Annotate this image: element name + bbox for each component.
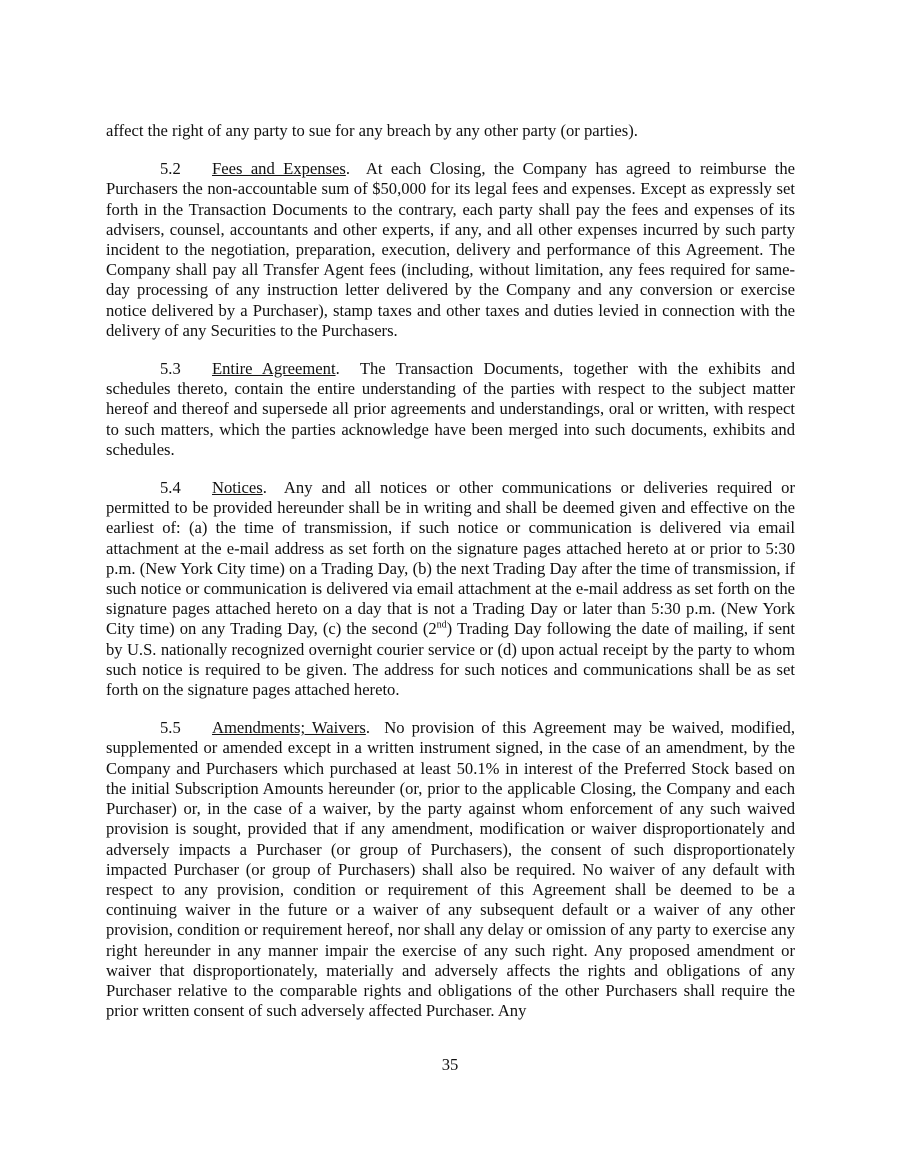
continuation-text: affect the right of any party to sue for any breach by any other party (or parties). <box>106 121 638 140</box>
section-text: At each Closing, the Company has agreed to reimburse the Purchasers the non-accountable sum of $50,000 for its legal fees and expenses. Except as expressly set forth in the Transaction Documents to the contrary, each party shall pay the fees and expenses of its advisers, counsel, accountants and other experts, if any, and all other expenses incurred by such party incident to the negotiation, preparation, execution, delivery and performance of this Agreement. The Company shall pay all Transfer Agent fees (including, without limitation, any fees required for same-day processing of any instruction letter delivered by the Company and any conversion or exercise notice delivered by a Purchaser), stamp taxes and other taxes and duties levied in connection with the delivery of any Securities to the Purchasers. <box>106 159 795 340</box>
section-number: 5.4 <box>160 478 181 498</box>
section-number: 5.5 <box>160 718 181 738</box>
section-5-3: 5.3 Entire Agreement. The Transaction Documents, together with the exhibits and schedules thereto, contain the entire understanding of the parties with respect to the subject matter hereof and thereof and supersede all prior agreements and understandings, oral or written, with respect to such matters, which the parties acknowledge have been merged into such documents, exhibits and schedules. <box>106 359 795 459</box>
section-text: Any and all notices or other communications or deliveries required or permitted to be provided hereunder shall be in writing and shall be deemed given and effective on the earliest of: (a) the time of transmission, if such notice or communication is delivered via email attachment at the e-mail address as set forth on the signature pages attached hereto at or prior to 5:30 p.m. (New York City time) on a Trading Day, (b) the next Trading Day after the time of transmission, if such notice or communication is delivered via email attachment at the e-mail address as set forth on the signature pages attached hereto on a day that is not a Trading Day or later than 5:30 p.m. (New York City time) on any Trading Day, (c) the second (2 <box>106 478 795 639</box>
section-heading: Amendments; Waivers <box>212 718 366 738</box>
page-number: 35 <box>441 1055 459 1074</box>
ordinal-superscript: nd <box>436 619 447 631</box>
continuation-paragraph <box>106 121 795 141</box>
section-number: 5.2 <box>160 159 181 179</box>
section-5-2: 5.2 Fees and Expenses. At each Closing, the Company has agreed to reimburse the Purchasers the non-accountable sum of $50,000 for its legal fees and expenses. Except as expressly set forth in the Transaction Documents to the contrary, each party shall pay the fees and expenses of its advisers, counsel, accountants and other experts, if any, and all other expenses incurred by such party incident to the negotiation, preparation, execution, delivery and performance of this Agreement. The Company shall pay all Transfer Agent fees (including, without limitation, any fees required for same-day processing of any instruction letter delivered by the Company and any conversion or exercise notice delivered by a Purchaser), stamp taxes and other taxes and duties levied in connection with the delivery of any Securities to the Purchasers. <box>106 159 795 340</box>
section-5-4: 5.4 Notices. Any and all notices or other communications or deliveries required or permitted to be provided hereunder shall be in writing and shall be deemed given and effective on the earliest of: (a) the time of transmission, if such notice or communication is delivered via email attachment at the e-mail address as set forth on the signature pages attached hereto at or prior to 5:30 p.m. (New York City time) on a Trading Day, (b) the next Trading Day after the time of transmission, if such notice or communication is delivered via email attachment at the e-mail address as set forth on the signature pages attached hereto on a day that is not a Trading Day or later than 5:30 p.m. (New York City time) on any Trading Day, (c) the second (2nd) Trading Day following the date of mailing, if sent by U.S. nationally recognized overnight courier service or (d) upon actual receipt by the party to whom such notice is required to be given. The address for such notices and communications shall be as set forth on the signature pages attached hereto. <box>106 478 795 700</box>
section-number: 5.3 <box>160 359 181 379</box>
section-heading: Entire Agreement <box>212 359 336 379</box>
section-5-5: 5.5 Amendments; Waivers. No provision of this Agreement may be waived, modified, supplemented or amended except in a written instrument signed, in the case of an amendment, by the Company and Purchasers which purchased at least 50.1% in interest of the Preferred Stock based on the initial Subscription Amounts hereunder (or, prior to the applicable Closing, the Company and each Purchaser) or, in the case of a waiver, by the party against whom enforcement of any such waived provision is sought, provided that if any amendment, modification or waiver disproportionately and adversely impacts a Purchaser (or group of Purchasers), the consent of such disproportionately impacted Purchaser (or group of Purchasers) shall also be required. No waiver of any default with respect to any provision, condition or requirement of this Agreement shall be deemed to be a continuing waiver in the future or a waiver of any subsequent default or a waiver of any other provision, condition or requirement hereof, nor shall any delay or omission of any party to exercise any right hereunder in any manner impair the exercise of any such right. Any proposed amendment or waiver that disproportionately, materially and adversely affects the rights and obligations of any Purchaser relative to the comparable rights and obligations of the other Purchasers shall require the prior written consent of such adversely affected Purchaser. Any <box>106 718 796 1021</box>
section-heading: Notices <box>212 478 263 498</box>
section-text: No provision of this Agreement may be waived, modified, supplemented or amended except in a written instrument signed, in the case of an amendment, by the Company and Purchasers which purchased at least 50.1% in interest of the Preferred Stock based on the initial Subscription Amounts hereunder (or, prior to the applicable Closing, the Company and each Purchaser) or, in the case of a waiver, by the party against whom enforcement of any such waived provision is sought, provided that if any amendment, modification or waiver disproportionately and adversely impacts a Purchaser (or group of Purchasers), the consent of such disproportionately impacted Purchaser (or group of Purchasers) shall also be required. No waiver of any default with respect to any provision, condition or requirement of this Agreement shall be deemed to be a continuing waiver in the future or a waiver of any subsequent default or a waiver of any other provision, condition or requirement hereof, nor shall any delay or omission of any party to exercise any right hereunder in any manner impair the exercise of any such right. Any proposed amendment or waiver that disproportionately, materially and adversely affects the rights and obligations of any Purchaser relative to the comparable rights and obligations of the other Purchasers shall require the prior written consent of such adversely affected Purchaser. Any <box>106 718 796 1021</box>
section-text: The Transaction Documents, together with the exhibits and schedules thereto, contain the entire understanding of the parties with respect to the subject matter hereof and thereof and supersede all prior agreements and understandings, oral or written, with respect to such matters, which the parties acknowledge have been merged into such documents, exhibits and schedules. <box>106 359 795 459</box>
section-heading: Fees and Expenses <box>212 159 346 179</box>
section-text-continued: ) Trading Day following the date of mailing, if sent by U.S. nationally recognized overnight courier service or (d) upon actual receipt by the party to whom such notice is required to be given. The address for such notices and communications shall be as set forth on the signature pages attached hereto. <box>106 619 795 700</box>
document-body <box>106 121 795 1039</box>
